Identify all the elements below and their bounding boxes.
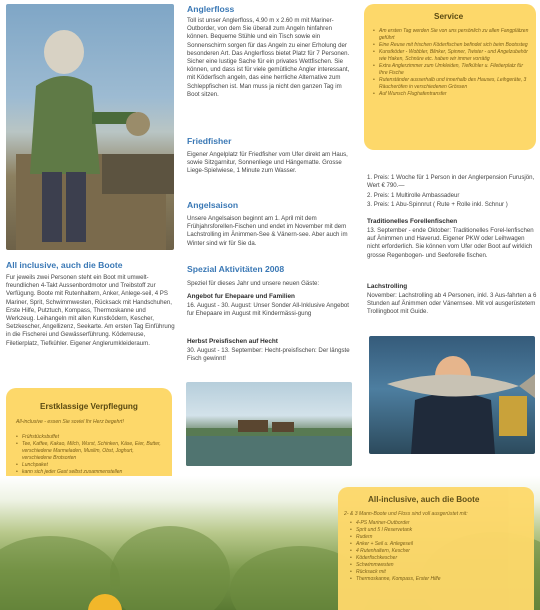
list-item: • Thermoskanne, Kompass, Erster Hilfe: [350, 576, 528, 583]
list-item: • 4-PS Mariner-Outborder: [350, 520, 528, 527]
boote-description: Fur jeweils zwei Personen steht ein Boot mit umwelt-freundlichen 4-Takt Aussenbordmotor und Treibstoff zur Verfügung. Boote mit Rutenhaltern, Anker, Anlege-seil, 4 PS Mariner, Sprit, Schwimmwesten, Rücksack mit Handschuhen, Erste Hilfe, Putztuch, Kompass, Thermoskanne und Werkzeug. Leihangeln mit allen Kunstködern, Kescher, Setzkescher, Angellizenz, Seekarte. Am ersten Tag Einführung in die Fischerei und Gewässerführung. Köderreuse, Filetierplatz, Tiefkühler. Eigener Anglerumkleideraum.: [6, 274, 175, 347]
list-item: • Am ersten Tag werden Sie von uns persönlich zu allen Fangplätzen geführt: [373, 28, 531, 42]
verpflegung-intro: All-inclusive - essen Sie soviel Ihr Herz begehrt!: [16, 419, 124, 425]
list-item: • kann sich jeder Gast selbst zusammenstellen: [16, 469, 166, 476]
angelsaison-heading: Angelsaison: [187, 200, 239, 210]
list-item: • 4 Rutenhaltern, Kescher: [350, 548, 528, 555]
boote-box-intro: 2- & 3 Mann-Boote und Floss sind voll ausgerüstet mit:: [344, 511, 468, 517]
lachs-text: November: Lachstrolling ab 4 Personen, inkl. 3 Aus-fahrten a 6 Stunden auf Änimmen oder Vänernsee. Mit vol ausgerüstetem Trollingboot mit Guide.: [367, 292, 537, 316]
spezial-intro: Speziel für dieses Jahr und unsere neuen Gäste:: [187, 280, 320, 287]
forellen-text: 13. September - ende Oktober: Traditionelles Forel-lenfischen auf Änimmen und Haverud. Eigener PKW oder Leihwagen nicht erforderlich. Sie können vom Ufer oder Boot auf wirklich grosse Regenbogen- und Seeforelle fischen.: [367, 227, 534, 259]
list-item: • Kunstköder - Wobbler, Blinker, Spinner, Twister - und Angelzubehör wie Haken, Schnüre etc. haben wir immer vorrätig: [373, 49, 531, 63]
forellen-heading: Traditionelles Forellenfischen: [367, 218, 458, 225]
spezial-heading: Spezial Aktivitäten 2008: [187, 264, 285, 274]
boote-box-title: All-inclusive, auch die Boote: [368, 495, 480, 504]
list-item: • Rudern: [350, 534, 528, 541]
boote-box: [338, 487, 534, 610]
lake-photo: [186, 382, 352, 466]
list-item: • Lunchpaket: [16, 462, 166, 469]
list-item: • Schwimmwesten: [350, 562, 528, 569]
catch-photo: [369, 336, 535, 454]
service-box: [364, 4, 536, 150]
service-list: [373, 28, 531, 98]
prize-3: 3. Preis: 1 Abu-Spinnrut ( Rute + Rolle inkl. Schnur ): [367, 201, 508, 208]
anglerfloss-text: Toll ist unser Anglerfloss, 4.90 m x 2.60 m mit Mariner-Outborder, von dem Sie überall zum Angeln hinfahren können. Bequeme Stühle und ein Tisch sowie ein Sonnenschirm sorgen für das Angeln zu einer Erholung der besonderen Art. Das Anglerfloss bietet Platz für 7 Personen. Sicher eine lustige Sache für ein privates Wettfischen. Sie können, und dass ist für viele gemütliche Angler interessant, mit Köderfisch angeln, das eine herrliche Alternative zum Schleppfischen ist. Man muss ja nicht den ganzen Tag im Boot sitzen.: [187, 17, 350, 98]
list-item: • Anker + Seil u. Anlegeseil: [350, 541, 528, 548]
ehepaare-heading: Angebot fur Ehepaare und Familien: [187, 293, 295, 300]
boote-heading: All inclusive, auch die Boote: [6, 260, 123, 270]
ehepaare-text: 16. August - 30. August: Unser Sonder All-Inklusive Angebot fur Ehepaare im August mit Kindermässi-gung: [187, 302, 349, 318]
list-item: • Extra Anglerzimmer zum Umkleiden, Tiefkühler u. Filetierplatz für Ihre Fische: [373, 63, 531, 77]
boote-box-list: [350, 520, 528, 583]
prize-2: 2. Preis: 1 Multirolle Ambassadeur: [367, 192, 460, 199]
list-item: • Sprit und 5 l Reservetank: [350, 527, 528, 534]
list-item: • Rücksack mit: [350, 569, 528, 576]
list-item: • Frühstücksbuffet: [16, 434, 166, 441]
angelsaison-text: Unsere Angelsaison beginnt am 1. April mit dem Frühjahrsforellen-Fischen und endet im November mit dem Lachstrolling im Änimmen-See & Vänern-see. Aber auch im Winter sind wir für Sie da.: [187, 215, 348, 247]
verpflegung-title: Erstklassige Verpflegung: [40, 402, 138, 411]
anglerfloss-heading: Anglerfloss: [187, 4, 235, 14]
prize-1: 1. Preis: 1 Woche für 1 Person in der Anglerpension Furusjön, Wert € 790.—: [367, 174, 535, 190]
friedfisher-text: Eigener Angelplatz für Friedfisher vom Ufer direkt am Haus, sowie Sitzgarnitur, Sonnenliege und Hängematte. Grosse Liege-Spielwiese, 1 Minute zum Wasser.: [187, 151, 348, 175]
friedfisher-heading: Friedfisher: [187, 136, 232, 146]
list-item: • Auf Wunsch Flughafentransfer: [373, 91, 531, 98]
list-item: • Rutenständer ausserhalb und innerhalb des Hauses, Leihgeräte, 3 Räucheröfen in verschiedenen Grössen: [373, 77, 531, 91]
angler-photo: [6, 4, 174, 250]
lachs-heading: Lachstrolling: [367, 283, 408, 290]
list-item: • Eine Reuse mit frischen Köderfischen befindet sich beim Bootssteg: [373, 42, 531, 49]
list-item: • Tee, Kaffee, Kakao, Milch, Wurst, Schinken, Käse, Eier, Butter, verschiedene Marmeladen, Muslim, Obst, Joghurt, verschiedene Brotsorten: [16, 441, 164, 462]
list-item: • Köderfischkescher: [350, 555, 528, 562]
service-title: Service: [434, 12, 464, 21]
herbst-heading: Herbst Preisfischen auf Hecht: [187, 338, 278, 345]
herbst-text: 30. August - 13. September: Hecht-preisfischen: Der längste Fisch gewinnt!: [187, 347, 350, 363]
